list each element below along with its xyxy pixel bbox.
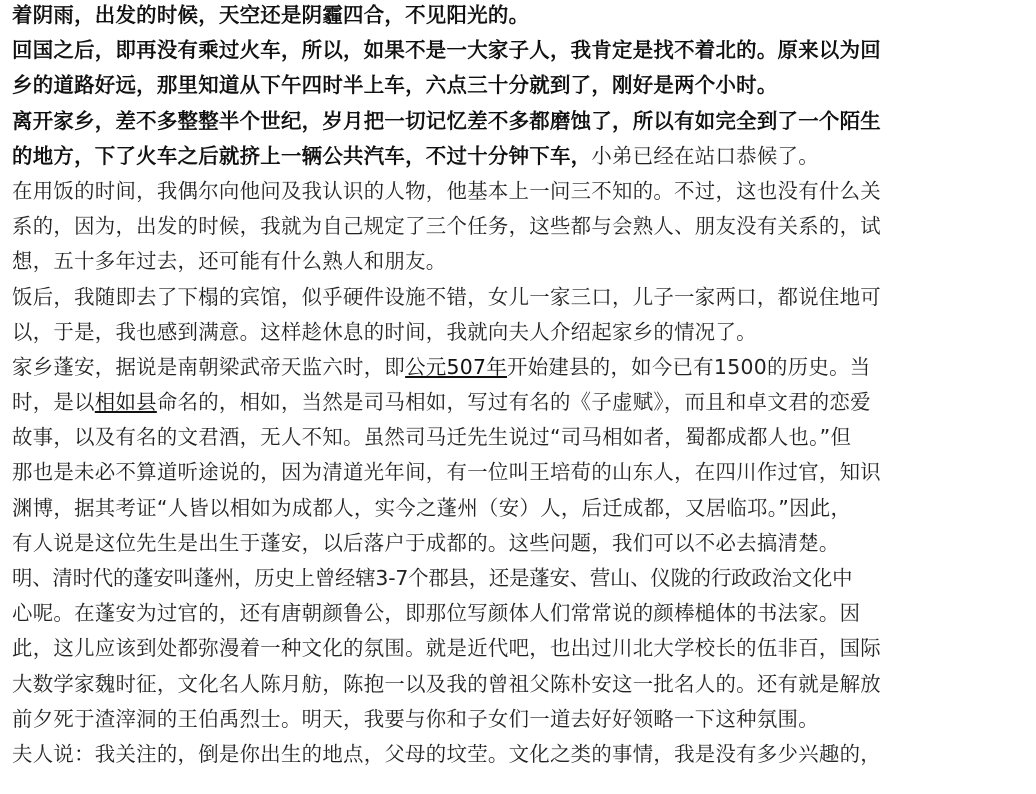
plain-text: 小弟已经在站口恭候了。 bbox=[591, 143, 819, 168]
bold-text: 离开家乡，差不多整整半个世纪，岁月把一切记忆差不多都磨蚀了，所以有如完全到了一个陌生 bbox=[12, 108, 882, 133]
plain-text: 饭后，我随即去了下榻的宾馆，似乎硬件设施不错，女儿一家三口，儿子一家两口，都说住地可 bbox=[12, 284, 882, 309]
link-xiangru-county[interactable]: 相如县 bbox=[94, 390, 157, 415]
bold-text: 的地方，下了火车之后就挤上一辆公共汽车，不过十分钟下车， bbox=[12, 143, 592, 168]
text-line bbox=[12, 0, 1024, 33]
text-line bbox=[12, 702, 1024, 737]
plain-text: 有人说是这位先生是出生于蓬安，以后落户于成都的。这些问题，我们可以不必去搞清楚。 bbox=[12, 530, 840, 555]
bold-text: 乡的道路好远，那里知道从下午四时半上车，六点三十分就到了，刚好是两个小时。 bbox=[12, 73, 778, 98]
text-line bbox=[12, 104, 1024, 139]
text-line bbox=[12, 209, 1024, 244]
text-line bbox=[12, 561, 1024, 596]
text-line bbox=[12, 596, 1024, 631]
plain-text: 前夕死于渣滓洞的王伯禹烈士。明天，我要与你和子女们一道去好好领略一下这种氛围。 bbox=[12, 706, 819, 731]
bold-text: 回国之后，即再没有乘过火车，所以，如果不是一大家子人，我肯定是找不着北的。原来以为回 bbox=[12, 38, 882, 63]
plain-text: 心呢。在蓬安为过官的，还有唐朝颜鲁公，即那位写颜体人们常常说的颜棒槌体的书法家。因 bbox=[12, 601, 861, 626]
text-line bbox=[12, 68, 1024, 103]
text-line bbox=[12, 385, 1024, 420]
link-year-507[interactable]: 公元507年 bbox=[405, 354, 508, 379]
text-line bbox=[12, 631, 1024, 666]
text-line bbox=[12, 244, 1024, 279]
text-line bbox=[12, 455, 1024, 490]
plain-text: 以，于是，我也感到满意。这样趁休息的时间，我就向夫人介绍起家乡的情况了。 bbox=[12, 319, 757, 344]
text-line bbox=[12, 526, 1024, 561]
plain-text: 明、清时代的蓬安叫蓬州，历史上曾经辖3-7个郡县，还是蓬安、营山、仪陇的行政政治文化中 bbox=[12, 566, 853, 590]
plain-text: 时，是以 bbox=[12, 390, 95, 415]
text-line bbox=[12, 667, 1024, 702]
plain-text: 想，五十多年过去，还可能有什么熟人和朋友。 bbox=[12, 249, 447, 274]
plain-text: 系的，因为，出发的时候，我就为自己规定了三个任务，这些都与会熟人、朋友没有关系的，试 bbox=[12, 214, 882, 239]
plain-text: 夫人说：我关注的，倒是你出生的地点，父母的坟茔。文化之类的事情，我是没有多少兴趣的， bbox=[12, 741, 882, 766]
plain-text: 命名的，相如，当然是司马相如，写过有名的《子虚赋》，而且和卓文君的恋爱 bbox=[156, 390, 871, 415]
plain-text: 开始建县的，如今已有1500的历史。当 bbox=[507, 354, 871, 379]
plain-text: 故事，以及有名的文君酒，无人不知。虽然司马迁先生说过“司马相如者，蜀都成都人也。”但 bbox=[12, 425, 852, 450]
plain-text: 在用饭的时间，我偶尔向他问及我认识的人物，他基本上一问三不知的。不过，这也没有什么关 bbox=[12, 178, 882, 203]
plain-text: 那也是未必不算道听途说的，因为清道光年间，有一位叫王培荀的山东人，在四川作过官，知识 bbox=[12, 460, 882, 485]
text-line bbox=[12, 420, 1024, 455]
text-line bbox=[12, 350, 1024, 385]
text-line bbox=[12, 315, 1024, 350]
plain-text: 此，这儿应该到处都弥漫着一种文化的氛围。就是近代吧，也出过川北大学校长的伍非百，国际 bbox=[12, 636, 882, 661]
plain-text: 渊博，据其考证“人皆以相如为成都人，实今之蓬州（安）人，后迁成都，又居临邛。”因此， bbox=[12, 495, 852, 520]
text-line bbox=[12, 737, 1024, 772]
text-line bbox=[12, 174, 1024, 209]
bold-text: 着阴雨，出发的时候，天空还是阴霾四合，不见阳光的。 bbox=[12, 3, 530, 27]
plain-text: 大数学家魏时征，文化名人陈月舫，陈抱一以及我的曾祖父陈朴安这一批名人的。还有就是解放 bbox=[12, 671, 882, 696]
text-line bbox=[12, 139, 1024, 174]
text-line bbox=[12, 491, 1024, 526]
text-line bbox=[12, 280, 1024, 315]
plain-text: 家乡蓬安，据说是南朝梁武帝天监六时，即 bbox=[12, 354, 406, 379]
text-line bbox=[12, 33, 1024, 68]
